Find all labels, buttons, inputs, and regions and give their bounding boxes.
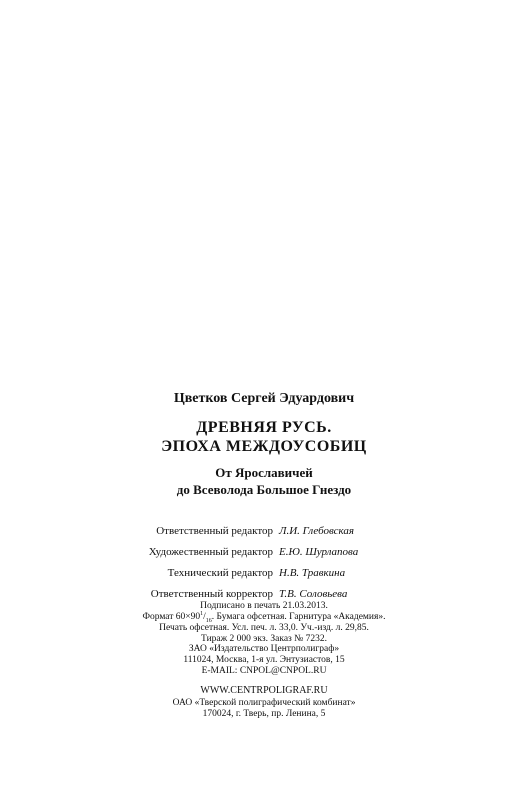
credit-person: Л.И. Глебовская	[279, 525, 355, 537]
publisher-name: ЗАО «Издательство Центрполиграф»	[188, 644, 340, 654]
credit-row	[0, 563, 528, 584]
publisher-block	[0, 644, 528, 677]
credit-person: Е.Ю. Шурлапова	[279, 546, 359, 558]
book-title-line-1: ДРЕВНЯЯ РУСЬ.	[196, 419, 332, 436]
credits-list	[0, 521, 528, 605]
credit-person: Н.В. Травкина	[279, 567, 346, 579]
book-title-line-2: ЭПОХА МЕЖДОУСОБИЦ	[161, 438, 367, 455]
publisher-email: E-MAIL: CNPOL@CNPOL.RU	[201, 666, 327, 676]
book-author: Цветков Сергей Эдуардович	[173, 391, 355, 406]
book-subtitle-line-2: до Всеволода Большое Гнездо	[176, 482, 352, 497]
credit-row	[0, 542, 528, 563]
credit-role: Художественный редактор	[148, 546, 273, 558]
book-subtitle-line-1: От Ярославичей	[215, 465, 313, 480]
print-info-block	[0, 601, 528, 645]
signed-date: Подписано в печать 21.03.2013.	[200, 601, 328, 611]
credit-role: Ответственный корректор	[150, 588, 273, 600]
format-line: Формат $60\times 90^1/_{16}$. Бумага офсетная. Гарнитура «Академия».	[142, 610, 386, 624]
publisher-address: 111024, Москва, 1-я ул. Энтузиастов, 15	[183, 655, 345, 665]
printer-block	[0, 698, 528, 720]
run-line: Тираж 2 000 экз. Заказ № 7232.	[201, 634, 327, 644]
credit-person: Т.В. Соловьева	[279, 588, 348, 600]
publisher-website: WWW.CENTRPOLIGRAF.RU	[200, 685, 328, 696]
printing-line: Печать офсетная. Усл. печ. л. 33,0. Уч.-изд. л. 29,85.	[159, 623, 369, 633]
printer-name: ОАО «Тверской полиграфический комбинат»	[172, 698, 356, 708]
credit-row	[0, 521, 528, 542]
credit-role: Технический редактор	[167, 567, 273, 579]
credit-role: Ответственный редактор	[156, 525, 273, 537]
printer-address: 170024, г. Тверь, пр. Ленина, 5	[202, 709, 326, 719]
